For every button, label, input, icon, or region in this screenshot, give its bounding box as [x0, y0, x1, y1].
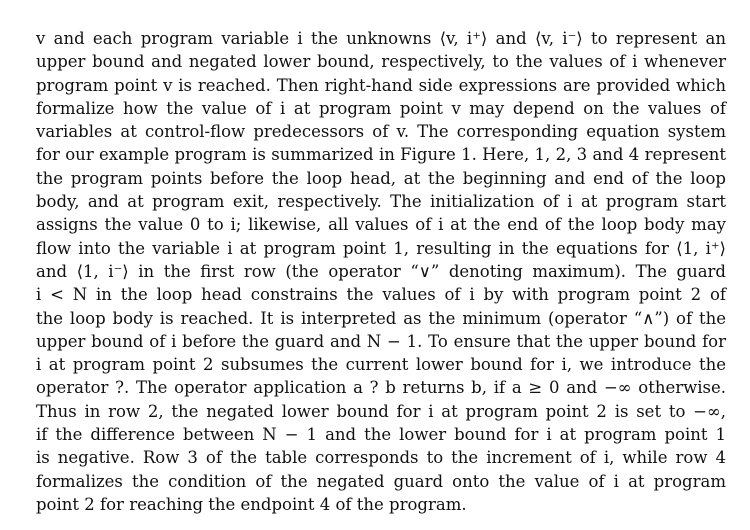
text-line: body, and at program exit, respectively. The initialization of i at program start: [36, 192, 726, 212]
paper-paragraph: [36, 27, 726, 516]
text-line: formalizes the condition of the negated guard onto the value of i at program: [36, 471, 726, 491]
text-line: i < N in the loop head constrains the values of i by with program point 2 of: [36, 285, 726, 305]
text-line: formalize how the value of i at program point v may depend on the values of: [36, 98, 726, 118]
text-line: the loop body is reached. It is interpreted as the minimum (operator “∧”) of the: [36, 308, 726, 328]
text-line: point 2 for reaching the endpoint 4 of the program.: [36, 494, 467, 514]
text-line: upper bound of i before the guard and N − 1. To ensure that the upper bound for: [36, 331, 726, 351]
text-line: the program points before the loop head, at the beginning and end of the loop: [36, 168, 726, 188]
text-line: v and each program variable i the unknowns ⟨v, i⁺⟩ and ⟨v, i⁻⟩ to represent an: [36, 29, 726, 48]
text-line: i at program point 2 subsumes the current lower bound for i, we introduce the: [36, 355, 726, 375]
text-line: Thus in row 2, the negated lower bound for i at program point 2 is set to −∞,: [36, 401, 726, 421]
text-line: variables at control-flow predecessors of v. The corresponding equation system: [36, 122, 726, 142]
text-line: operator ?. The operator application a ? b returns b, if a ≥ 0 and −∞ otherwise.: [36, 378, 726, 398]
text-line: program point v is reached. Then right-hand side expressions are provided which: [36, 75, 726, 95]
text-line: if the difference between N − 1 and the lower bound for i at program point 1: [36, 425, 726, 445]
text-line: for our example program is summarized in Figure 1. Here, 1, 2, 3 and 4 represent: [36, 145, 726, 165]
text-line: and ⟨1, i⁻⟩ in the first row (the operator “∨” denoting maximum). The guard: [36, 261, 726, 281]
text-line: is negative. Row 3 of the table corresponds to the increment of i, while row 4: [36, 448, 726, 468]
text-line: flow into the variable i at program point 1, resulting in the equations for ⟨1, i⁺⟩: [36, 238, 726, 258]
text-line: assigns the value 0 to i; likewise, all values of i at the end of the loop body may: [36, 215, 726, 235]
text-line: upper bound and negated lower bound, respectively, to the values of i whenever: [36, 52, 726, 72]
